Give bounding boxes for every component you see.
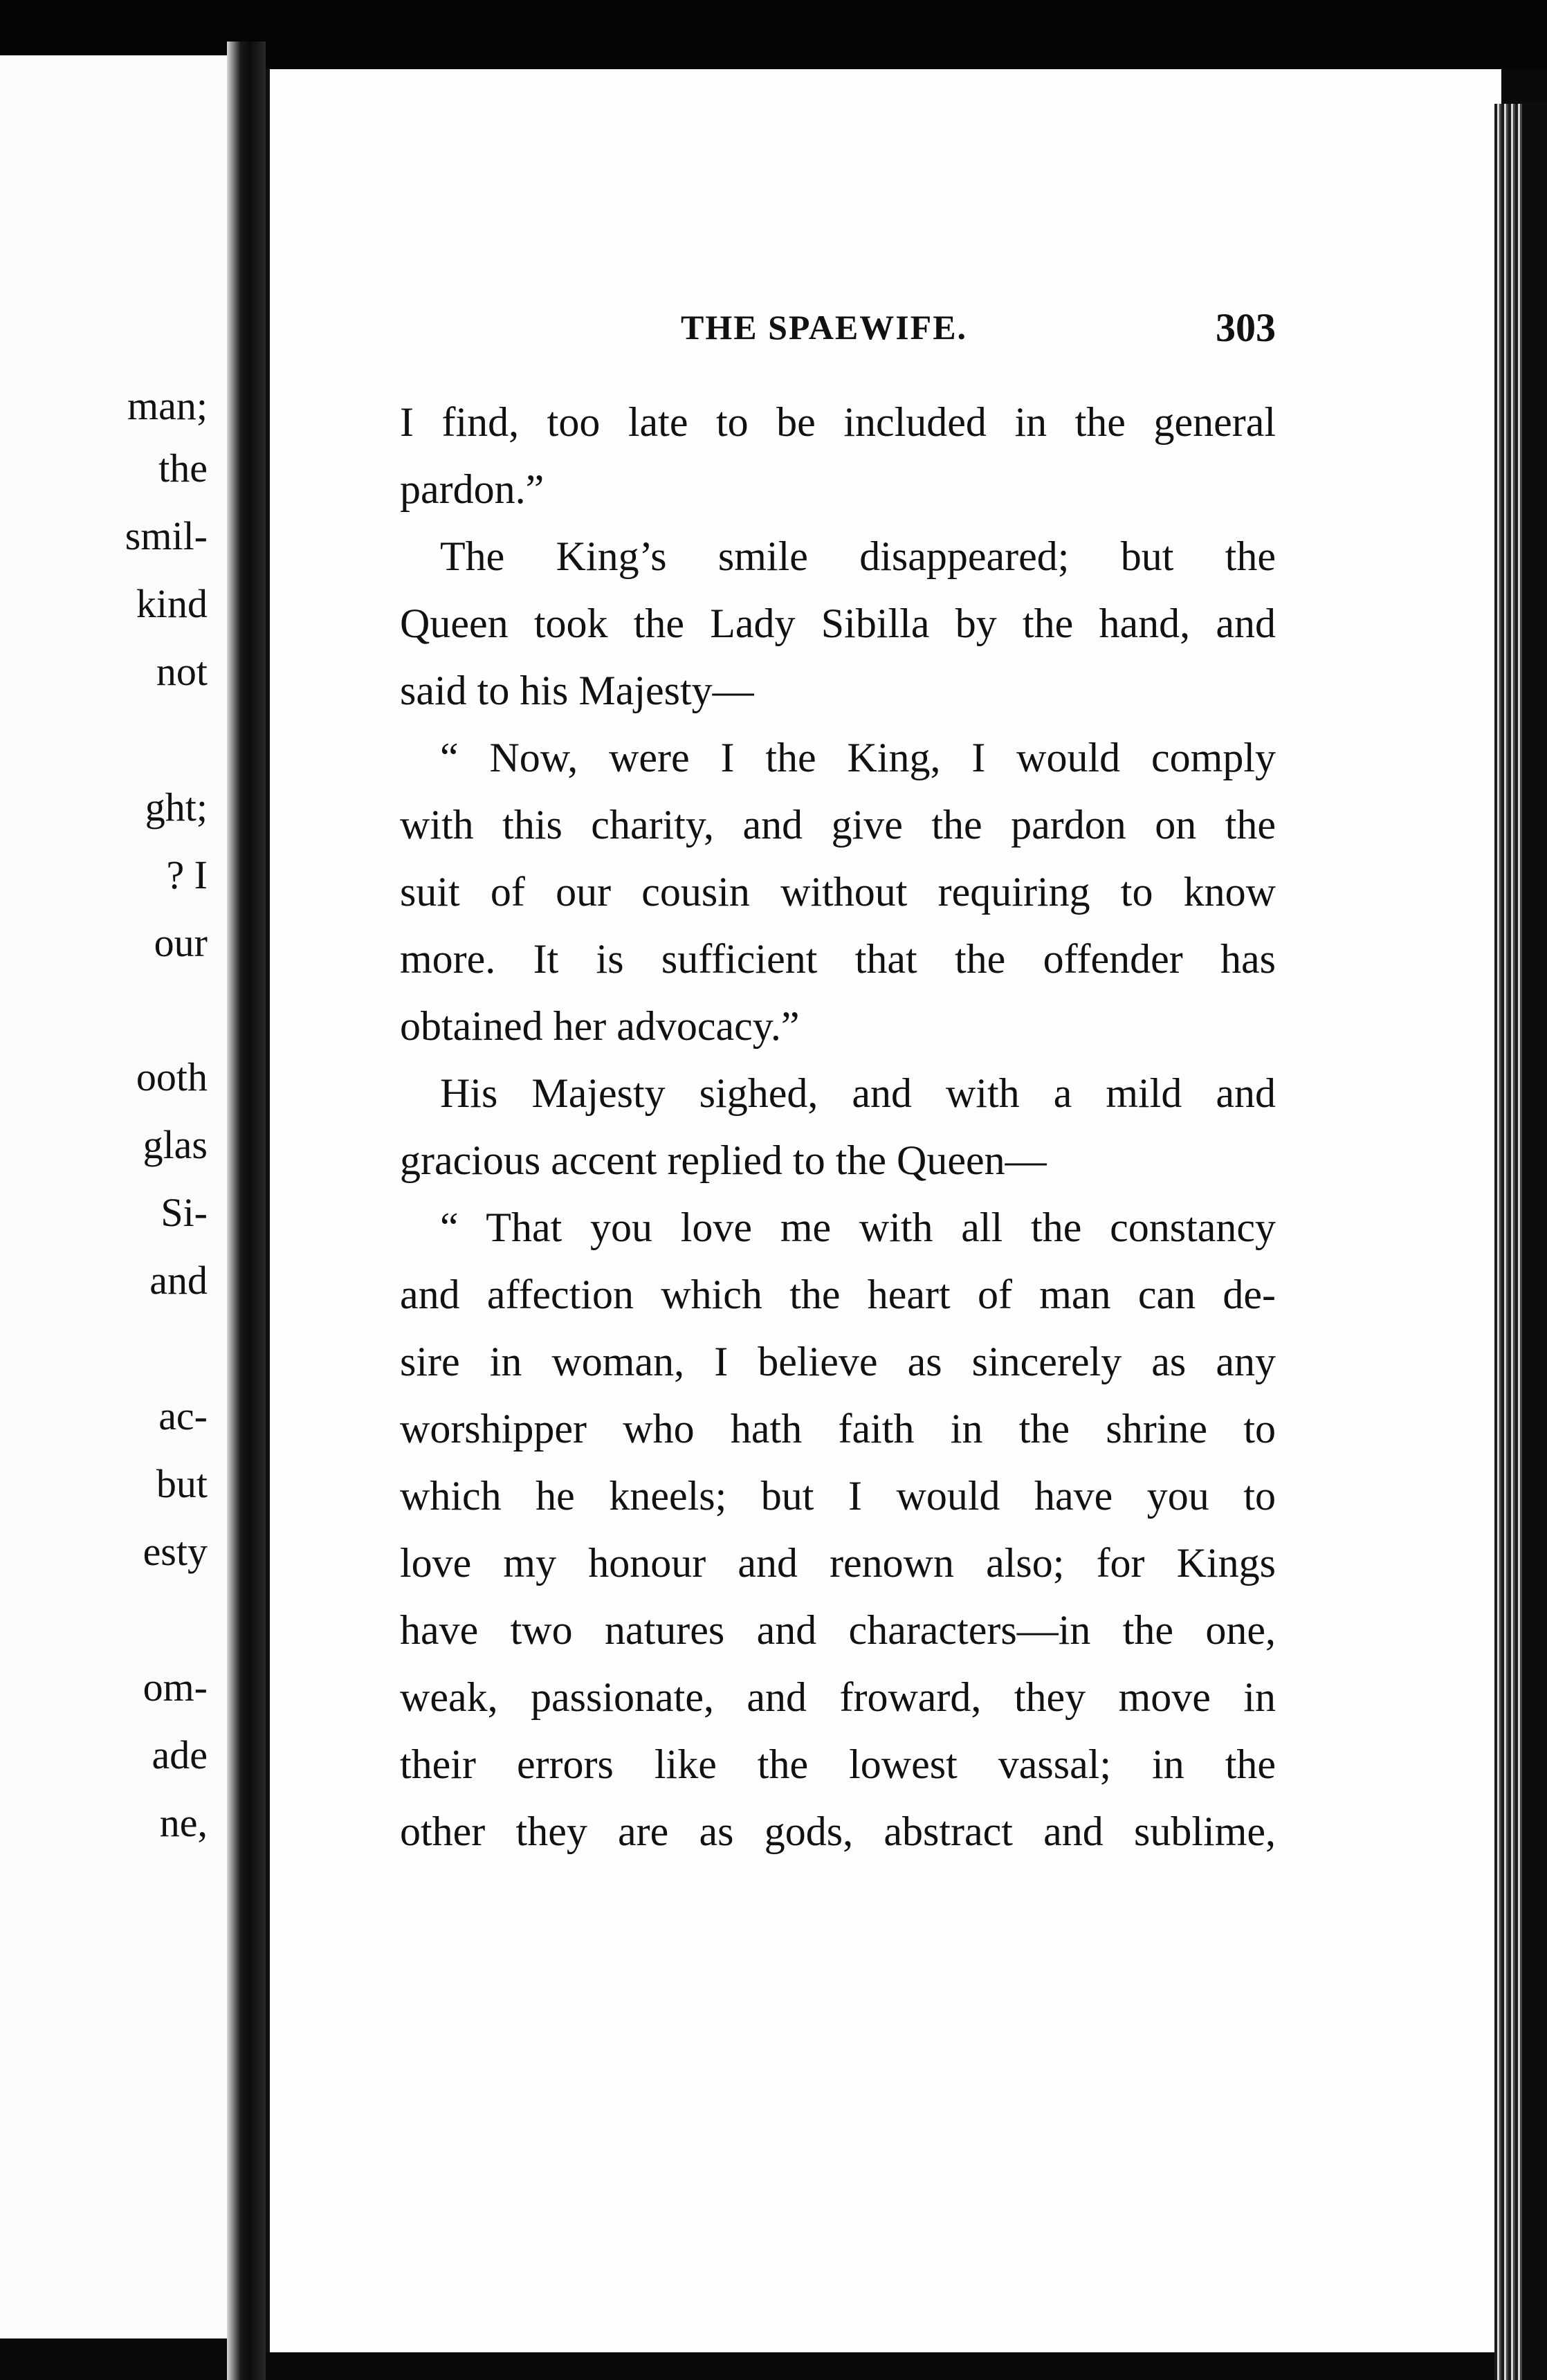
left-page-fragment: ooth [136, 1054, 208, 1099]
left-page-fragment: om- [143, 1665, 208, 1710]
left-page-fragment: not [156, 649, 208, 694]
book-gutter [227, 42, 266, 2380]
left-page-fragment: ne, [159, 1800, 208, 1845]
text-line: weak, passionate, and froward, they move in [400, 1674, 1276, 1720]
body-text [400, 389, 1276, 1865]
left-page-fragment: ade [152, 1732, 208, 1777]
left-page-fragment: ght; [145, 785, 208, 830]
text-line: suit of our cousin without requiring to know [400, 869, 1276, 915]
text-line: worshipper who hath faith in the shrine to [400, 1406, 1276, 1452]
text-line: gracious accent replied to the Queen— [400, 1137, 1047, 1183]
left-page-fragment: but [156, 1461, 208, 1506]
text-line: have two natures and characters—in the one, [400, 1607, 1276, 1653]
left-page-fragment: Si- [161, 1190, 208, 1235]
left-page-fragment: kind [136, 581, 208, 626]
text-line: their errors like the lowest vassal; in the [400, 1741, 1276, 1787]
left-page-fragment: esty [143, 1529, 208, 1574]
left-page-fragment: man; [127, 383, 208, 428]
left-page [0, 55, 227, 2338]
page-edge-stack [1494, 104, 1522, 2380]
left-page-fragment: and [149, 1258, 208, 1303]
left-page-fragment: glas [143, 1122, 208, 1167]
left-page-fragment: smil- [125, 513, 208, 558]
text-line: I find, too late to be included in the general [400, 399, 1276, 445]
text-line: “ Now, were I the King, I would comply [440, 735, 1276, 780]
left-page-fragment: ac- [158, 1393, 208, 1438]
text-line: love my honour and renown also; for Kings [400, 1540, 1276, 1586]
text-line: obtained her advocacy.” [400, 1003, 800, 1049]
text-line: The King’s smile disappeared; but the [440, 533, 1276, 579]
left-page-fragment: ? I [166, 852, 208, 897]
left-page-fragment: the [158, 446, 208, 491]
left-page-fragment: our [154, 920, 208, 965]
text-line: which he kneels; but I would have you to [400, 1473, 1276, 1519]
page-number: 303 [1216, 305, 1276, 350]
text-line: and affection which the heart of man can de- [400, 1272, 1276, 1317]
text-line: pardon.” [400, 466, 544, 512]
text-line: sire in woman, I believe as sincerely as any [400, 1339, 1276, 1384]
text-line: “ That you love me with all the constancy [440, 1205, 1276, 1250]
text-line: more. It is sufficient that the offender has [400, 936, 1276, 982]
running-head [400, 304, 1276, 353]
text-line: Queen took the Lady Sibilla by the hand, and [400, 601, 1276, 646]
text-line: other they are as gods, abstract and sublime, [400, 1809, 1276, 1854]
running-title: THE SPAEWIFE. [681, 308, 968, 347]
text-line: His Majesty sighed, and with a mild and [440, 1070, 1276, 1116]
scan-border-right [1522, 104, 1547, 2380]
text-line: said to his Majesty— [400, 668, 754, 713]
text-line: with this charity, and give the pardon on the [400, 802, 1276, 848]
